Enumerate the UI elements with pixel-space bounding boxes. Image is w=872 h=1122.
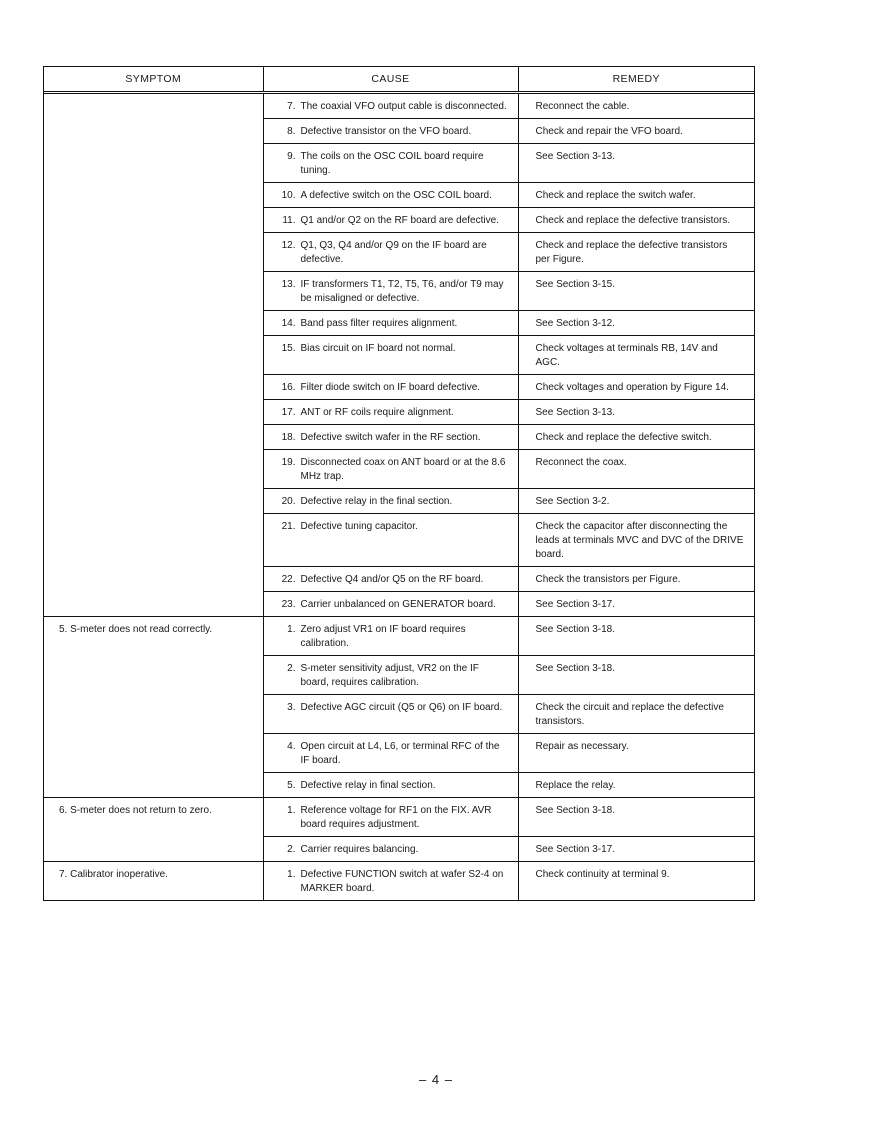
cause-item (264, 804, 510, 832)
cause-item (264, 125, 510, 139)
cause-item (264, 150, 510, 178)
table-row (44, 183, 754, 208)
cause-text: Defective transistor on the VFO board. (300, 126, 472, 137)
table-header-row (44, 67, 754, 93)
symptom-cell (44, 514, 263, 567)
cause-cell (263, 773, 518, 798)
cause-number: 13. (281, 279, 296, 290)
cause-item (264, 740, 510, 768)
cause-number: 7. (287, 101, 296, 112)
table-row (44, 336, 754, 375)
cause-cell (263, 656, 518, 695)
symptom-cell (44, 656, 263, 695)
cause-number: 1. (287, 869, 296, 880)
remedy-cell: Check continuity at terminal 9. (535, 869, 670, 880)
symptom-cell (44, 489, 263, 514)
cause-number: 20. (281, 496, 296, 507)
cause-cell (263, 425, 518, 450)
cause-number: 12. (281, 240, 296, 251)
cause-item (264, 239, 510, 267)
cause-text: Zero adjust VR1 on IF board requires calibration. (300, 624, 466, 649)
remedy-cell: Check voltages at terminals RB, 14V and AGC. (518, 336, 754, 375)
cause-number: 4. (287, 741, 296, 752)
cause-cell (263, 93, 518, 119)
table-row (44, 773, 754, 798)
cause-cell (263, 862, 518, 901)
remedy-cell: See Section 3-18. (518, 656, 754, 695)
cause-number: 23. (281, 599, 296, 610)
cause-text: ANT or RF coils require alignment. (300, 407, 454, 418)
cause-cell (263, 567, 518, 592)
cause-item (264, 779, 510, 793)
cause-text: Defective Q4 and/or Q5 on the RF board. (300, 574, 484, 585)
cause-item (264, 573, 510, 587)
cause-item (264, 520, 510, 534)
cause-cell (263, 617, 518, 656)
cause-item (264, 598, 510, 612)
cause-cell (263, 400, 518, 425)
cause-number: 15. (281, 343, 296, 354)
symptom-cell (44, 144, 263, 183)
table-row (44, 656, 754, 695)
symptom-cell (44, 734, 263, 773)
remedy-cell: Repair as necessary. (518, 734, 754, 773)
troubleshooting-table (43, 66, 755, 901)
cause-number: 21. (281, 521, 296, 532)
cause-cell (263, 311, 518, 336)
cause-number: 9. (287, 151, 296, 162)
table-row (44, 208, 754, 233)
table-row (44, 617, 754, 656)
symptom-cell (44, 119, 263, 144)
remedy-cell: See Section 3-13. (518, 144, 754, 183)
cause-number: 18. (281, 432, 296, 443)
table-row (44, 837, 754, 862)
remedy-cell: Replace the relay. (518, 773, 754, 798)
symptom-cell (44, 183, 263, 208)
remedy-cell: See Section 3-12. (518, 311, 754, 336)
symptom-cell (44, 233, 263, 272)
table-row (44, 695, 754, 734)
cause-number: 19. (281, 457, 296, 468)
cause-text: The coaxial VFO output cable is disconnected. (300, 101, 507, 112)
cause-item (264, 100, 510, 114)
symptom-cell: 7. Calibrator inoperative. (44, 862, 263, 901)
cause-text: Defective FUNCTION switch at wafer S2-4 on MARKER board. (300, 869, 504, 894)
remedy-cell: Check and replace the defective transistors. (518, 208, 754, 233)
cause-number: 2. (287, 663, 296, 674)
cause-item (264, 701, 510, 715)
remedy-cell: See Section 3-13. (518, 400, 754, 425)
symptom-cell (44, 336, 263, 375)
cause-cell (263, 336, 518, 375)
cause-cell (263, 734, 518, 773)
cause-number: 22. (281, 574, 296, 585)
cause-item (264, 342, 510, 356)
cause-cell (263, 119, 518, 144)
cause-cell (263, 592, 518, 617)
symptom-cell (44, 425, 263, 450)
remedy-cell: Check voltages and operation by Figure 14. (518, 375, 754, 400)
cause-item (264, 189, 510, 203)
cause-text: S-meter sensitivity adjust, VR2 on the IF board, requires calibration. (300, 663, 479, 688)
cause-text: Q1 and/or Q2 on the RF board are defective. (300, 215, 499, 226)
symptom-cell (44, 208, 263, 233)
cause-item (264, 278, 510, 306)
symptom-cell (44, 272, 263, 311)
cause-cell (263, 272, 518, 311)
table-row (44, 311, 754, 336)
cause-item (264, 495, 510, 509)
cause-cell (263, 514, 518, 567)
cause-item (264, 843, 510, 857)
cause-text: Open circuit at L4, L6, or terminal RFC of the IF board. (300, 741, 500, 766)
cause-cell (263, 837, 518, 862)
cause-number: 3. (287, 702, 296, 713)
remedy-cell: Check the transistors per Figure. (518, 567, 754, 592)
symptom-cell (44, 311, 263, 336)
remedy-cell: See Section 3-2. (518, 489, 754, 514)
table-row (44, 375, 754, 400)
cause-cell (263, 233, 518, 272)
cause-number: 8. (287, 126, 296, 137)
cause-number: 2. (287, 844, 296, 855)
cause-cell (263, 183, 518, 208)
cause-number: 5. (287, 780, 296, 791)
cause-number: 16. (281, 382, 296, 393)
cause-item (264, 431, 510, 445)
remedy-cell: Check and replace the switch wafer. (518, 183, 754, 208)
table-row (44, 798, 754, 837)
cause-item (264, 214, 510, 228)
cause-cell (263, 695, 518, 734)
table-row (44, 734, 754, 773)
symptom-cell: 6. S-meter does not return to zero. (44, 798, 263, 837)
cause-text: Band pass filter requires alignment. (300, 318, 458, 329)
cause-text: Q1, Q3, Q4 and/or Q9 on the IF board are defective. (300, 240, 487, 265)
cause-cell (263, 798, 518, 837)
cause-text: Reference voltage for RF1 on the FIX. AVR board requires adjustment. (300, 805, 492, 830)
symptom-cell (44, 837, 263, 862)
remedy-cell: See Section 3-17. (518, 592, 754, 617)
symptom-cell (44, 592, 263, 617)
cause-text: Bias circuit on IF board not normal. (300, 343, 456, 354)
symptom-cell (44, 93, 263, 119)
cause-text: Disconnected coax on ANT board or at the 8.6 MHz trap. (300, 457, 506, 482)
table-body (44, 93, 754, 901)
cause-number: 14. (281, 318, 296, 329)
symptom-cell: 5. S-meter does not read correctly. (44, 617, 263, 656)
table-row (44, 489, 754, 514)
symptom-cell (44, 375, 263, 400)
symptom-cell (44, 400, 263, 425)
cause-text: Defective relay in final section. (300, 780, 436, 791)
table-row (44, 862, 754, 901)
header-remedy: REMEDY (518, 67, 754, 93)
cause-cell (263, 375, 518, 400)
cause-item (264, 868, 510, 896)
remedy-cell: See Section 3-17. (518, 837, 754, 862)
table-row (44, 514, 754, 567)
cause-item (264, 406, 510, 420)
table-row (44, 425, 754, 450)
table-row (44, 233, 754, 272)
cause-text: The coils on the OSC COIL board require tuning. (300, 151, 484, 176)
table-row (44, 592, 754, 617)
table-row (44, 567, 754, 592)
remedy-cell: Check and replace the defective switch. (518, 425, 754, 450)
cause-cell (263, 208, 518, 233)
cause-number: 1. (287, 805, 296, 816)
table-row (44, 93, 754, 119)
remedy-cell: Check and replace the defective transistors per Figure. (518, 233, 754, 272)
table-row (44, 272, 754, 311)
symptom-cell (44, 567, 263, 592)
table-row (44, 144, 754, 183)
cause-text: Carrier unbalanced on GENERATOR board. (300, 599, 496, 610)
cause-text: Carrier requires balancing. (300, 844, 419, 855)
remedy-cell: Reconnect the cable. (518, 93, 754, 119)
table-row (44, 450, 754, 489)
cause-text: Defective relay in the final section. (300, 496, 453, 507)
table-row (44, 119, 754, 144)
cause-text: Filter diode switch on IF board defective. (300, 382, 481, 393)
remedy-cell: Check the circuit and replace the defective transistors. (518, 695, 754, 734)
symptom-cause-remedy-table (44, 67, 754, 900)
table-row (44, 400, 754, 425)
cause-text: IF transformers T1, T2, T5, T6, and/or T9 may be misaligned or defective. (300, 279, 504, 304)
cause-cell (263, 489, 518, 514)
cause-text: Defective switch wafer in the RF section. (300, 432, 481, 443)
symptom-cell (44, 450, 263, 489)
cause-text: Defective tuning capacitor. (300, 521, 418, 532)
cause-text: A defective switch on the OSC COIL board. (300, 190, 492, 201)
remedy-cell: Check and repair the VFO board. (518, 119, 754, 144)
cause-number: 10. (281, 190, 296, 201)
page-number: – 4 – (419, 1072, 453, 1087)
header-symptom: SYMPTOM (44, 67, 263, 93)
symptom-cell (44, 773, 263, 798)
cause-item (264, 317, 510, 331)
cause-item (264, 456, 510, 484)
cause-item (264, 662, 510, 690)
header-cause: CAUSE (263, 67, 518, 93)
remedy-cell: See Section 3-15. (518, 272, 754, 311)
cause-number: 1. (287, 624, 296, 635)
cause-cell (263, 144, 518, 183)
cause-text: Defective AGC circuit (Q5 or Q6) on IF board. (300, 702, 503, 713)
symptom-cell (44, 695, 263, 734)
cause-item (264, 381, 510, 395)
remedy-cell: Check the capacitor after disconnecting the leads at terminals MVC and DVC of the DRIVE board. (518, 514, 754, 567)
cause-number: 17. (281, 407, 296, 418)
cause-item (264, 623, 510, 651)
remedy-cell: See Section 3-18. (518, 798, 754, 837)
remedy-cell: Reconnect the coax. (518, 450, 754, 489)
remedy-cell: See Section 3-18. (518, 617, 754, 656)
cause-cell (263, 450, 518, 489)
cause-number: 11. (282, 215, 296, 226)
